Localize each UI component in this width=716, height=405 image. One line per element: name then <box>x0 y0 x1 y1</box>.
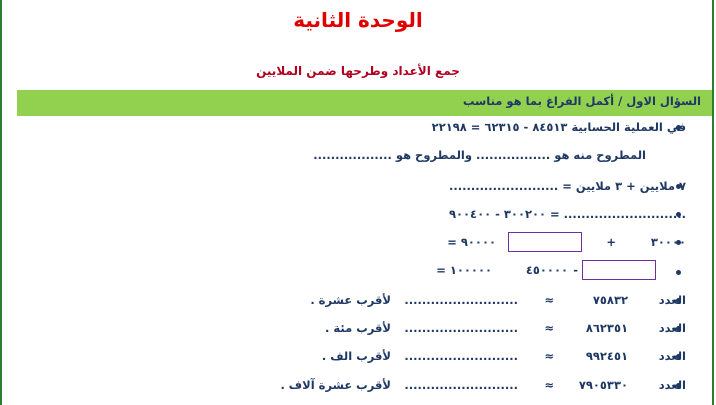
approx-sign: ≈ <box>544 293 554 307</box>
item-label: العدد <box>658 321 686 335</box>
item-label: العدد <box>658 378 686 392</box>
approx-sign: ≈ <box>544 349 554 363</box>
item-text: المطروح منه هو ................. والمطروح هو .................. <box>313 148 646 162</box>
item-blank[interactable]: .......................... <box>404 349 518 363</box>
item-number: ٤٥٠٠٠٠ <box>525 263 568 277</box>
item-tail: لأقرب مئة . <box>325 321 391 335</box>
list-item <box>46 144 686 166</box>
item-tail: لأقرب عشرة آلاف . <box>280 378 391 392</box>
page-title: الوحدة الثانية <box>293 8 423 32</box>
item-blank[interactable]: .......................... <box>404 293 518 307</box>
list-item <box>46 259 686 281</box>
list-item <box>46 203 686 225</box>
answer-box[interactable] <box>582 260 656 280</box>
item-number: ٩٩٢٤٥١ <box>585 349 628 363</box>
item-number: ٣٠٠٠٠ <box>650 235 686 249</box>
item-blank[interactable]: .......................... <box>404 378 518 392</box>
approx-sign: ≈ <box>544 321 554 335</box>
item-number: ٨٦٢٣٥١ <box>585 321 628 335</box>
item-blank[interactable]: .......................... <box>404 321 518 335</box>
item-text: ٧ ملايين + ٣ ملايين = ......................... <box>448 179 686 193</box>
list-item <box>46 116 686 138</box>
item-tail: لأقرب عشرة . <box>310 293 391 307</box>
answer-box[interactable] <box>508 232 582 252</box>
plus-sign: + <box>606 235 616 249</box>
item-number: ٧٥٨٣٢ <box>592 293 628 307</box>
minus-sign: - <box>573 263 578 277</box>
item-text: في العملية الحسابية ٨٤٥١٣ - ٦٢٣١٥ = ٢٢١٩٨ <box>431 120 686 134</box>
list-item <box>46 345 686 367</box>
list-item <box>46 317 686 339</box>
question-label: السؤال الاول / أكمل الفراغ بما هو مناسب <box>462 94 701 108</box>
item-label: العدد <box>658 293 686 307</box>
list-item <box>46 231 686 253</box>
item-tail: لأقرب الف . <box>321 349 391 363</box>
list-item <box>46 374 686 396</box>
item-text: ............................ = ٣٠٠٢٠٠ - ٩٠٠٤٠٠ <box>449 207 686 221</box>
item-number: ٧٩٠٥٣٣٠ <box>578 378 628 392</box>
list-item <box>46 289 686 311</box>
item-result: ٩٠٠٠٠ = <box>447 235 496 249</box>
approx-sign: ≈ <box>544 378 554 392</box>
list-item <box>46 175 686 197</box>
page-subtitle: جمع الأعداد وطرحها ضمن الملايين <box>256 64 460 78</box>
item-label: العدد <box>658 349 686 363</box>
item-result: ١٠٠٠٠٠ = <box>436 263 492 277</box>
